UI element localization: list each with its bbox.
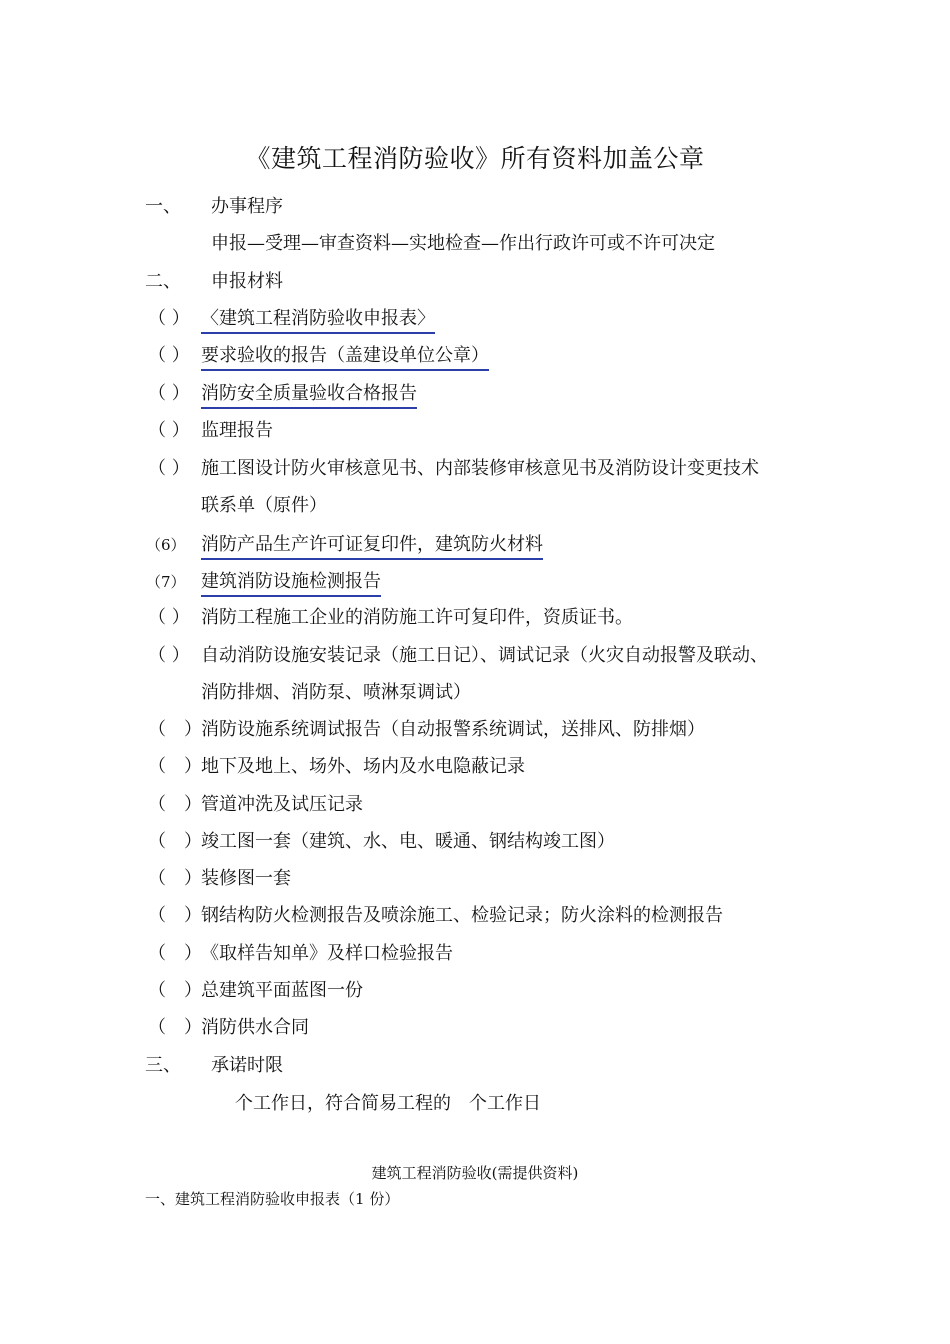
item-checkbox-mark: （ ） bbox=[148, 943, 202, 964]
item-text: 〈建筑工程消防验收申报表〉 bbox=[201, 307, 435, 334]
item-checkbox-mark: （ ） bbox=[148, 607, 190, 628]
item-checkbox-mark: （ ） bbox=[148, 831, 202, 852]
item-checkbox-mark: （ ） bbox=[148, 719, 202, 740]
section-3-heading bbox=[145, 1054, 283, 1078]
item-text: 要求验收的报告（盖建设单位公章） bbox=[201, 344, 489, 371]
item-checkbox-mark: （ ） bbox=[148, 1017, 202, 1038]
item-number-mark: （6） bbox=[146, 536, 186, 554]
section-1-body: 申报—受理—审查资料—实地检查—作出行政许可或不许可决定 bbox=[211, 233, 715, 254]
item-text: 消防工程施工企业的消防施工许可复印件，资质证书。 bbox=[201, 607, 633, 628]
item-text: 装修图一套 bbox=[201, 868, 291, 889]
section-1-heading bbox=[145, 195, 283, 219]
item-text: 竣工图一套（建筑、水、电、暖通、钢结构竣工图） bbox=[201, 831, 615, 852]
item-checkbox-mark: （ ） bbox=[148, 980, 202, 1001]
item-text: 消防产品生产许可证复印件，建筑防火材料 bbox=[201, 533, 543, 560]
section-1-title: 办事程序 bbox=[211, 196, 283, 217]
item-checkbox-mark: （ ） bbox=[148, 308, 190, 329]
section-3-title: 承诺时限 bbox=[211, 1055, 283, 1076]
section-2-title: 申报材料 bbox=[211, 271, 283, 292]
item-checkbox-mark: （ ） bbox=[148, 905, 202, 926]
item-text: 总建筑平面蓝图一份 bbox=[201, 980, 363, 1001]
item-text: 钢结构防火检测报告及喷涂施工、检验记录；防火涂料的检测报告 bbox=[201, 905, 723, 926]
item-checkbox-mark: （ ） bbox=[148, 794, 202, 815]
section-2-number: 二、 bbox=[145, 271, 181, 292]
item-checkbox-mark: （ ） bbox=[148, 420, 190, 441]
item-text: 消防供水合同 bbox=[201, 1017, 309, 1038]
item-checkbox-mark: （ ） bbox=[148, 645, 190, 666]
section-2-heading bbox=[145, 270, 283, 294]
item-checkbox-mark: （ ） bbox=[148, 868, 202, 889]
item-checkbox-mark: （ ） bbox=[148, 756, 202, 777]
item-text-continued: 消防排烟、消防泵、喷淋泵调试） bbox=[201, 682, 471, 703]
item-text: 管道冲洗及试压记录 bbox=[201, 794, 363, 815]
item-number-mark: （7） bbox=[146, 573, 186, 591]
item-text: 自动消防设施安装记录（施工日记）、调试记录（火灾自动报警及联动、 bbox=[201, 645, 768, 666]
item-text: 监理报告 bbox=[201, 420, 273, 441]
document-subtitle: 建筑工程消防验收(需提供资料) bbox=[371, 1164, 579, 1182]
item-checkbox-mark: （ ） bbox=[148, 383, 190, 404]
item-checkbox-mark: （ ） bbox=[148, 458, 190, 479]
item-text: 消防设施系统调试报告（自动报警系统调试，送排风、防排烟） bbox=[201, 719, 705, 740]
section-1-number: 一、 bbox=[145, 196, 181, 217]
section-3-body: 个工作日，符合简易工程的 个工作日 bbox=[235, 1093, 541, 1114]
item-text: 地下及地上、场外、场内及水电隐蔽记录 bbox=[201, 756, 525, 777]
item-text: 消防安全质量验收合格报告 bbox=[201, 382, 417, 409]
item-checkbox-mark: （ ） bbox=[148, 345, 190, 366]
first-requirement-line: 一、建筑工程消防验收申报表（1 份） bbox=[145, 1190, 400, 1208]
item-text: 施工图设计防火审核意见书、内部装修审核意见书及消防设计变更技术 bbox=[201, 458, 759, 479]
section-3-number: 三、 bbox=[145, 1055, 181, 1076]
item-text-continued: 联系单（原件） bbox=[201, 495, 327, 516]
item-text: 建筑消防设施检测报告 bbox=[201, 570, 381, 597]
item-text: 《取样告知单》及样口检验报告 bbox=[201, 943, 453, 964]
document-title: 《建筑工程消防验收》所有资料加盖公章 bbox=[245, 144, 705, 173]
